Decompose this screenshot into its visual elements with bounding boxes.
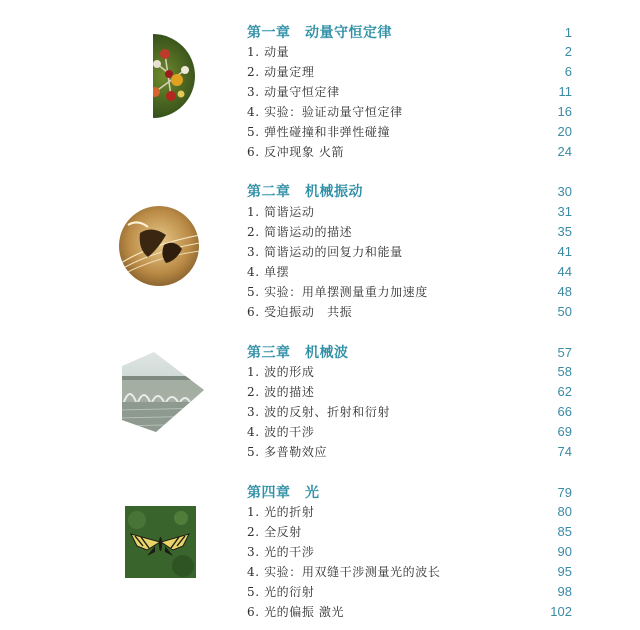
chapter-heading[interactable] bbox=[247, 21, 572, 43]
section-page-number: 80 bbox=[557, 503, 572, 519]
section-title: 5. 实验：用单摆测量重力加速度 bbox=[247, 284, 428, 299]
section-title: 1. 光的折射 bbox=[247, 504, 315, 519]
section-page-number: 6 bbox=[564, 63, 572, 79]
section-page-number: 31 bbox=[557, 203, 572, 219]
toc-row[interactable] bbox=[247, 41, 572, 61]
toc-row[interactable] bbox=[247, 101, 572, 121]
section-page-number: 48 bbox=[557, 283, 572, 299]
chapter-heading[interactable] bbox=[247, 481, 572, 503]
section-page-number: 2 bbox=[564, 43, 572, 59]
section-page-number: 50 bbox=[557, 303, 572, 319]
section-title: 5. 弹性碰撞和非弹性碰撞 bbox=[247, 124, 391, 139]
section-title: 4. 实验：用双缝干涉测量光的波长 bbox=[247, 564, 441, 579]
section-page-number: 11 bbox=[558, 83, 572, 99]
molecule-model-image bbox=[125, 34, 195, 118]
chapter-page-number: 79 bbox=[557, 484, 572, 500]
toc-row[interactable] bbox=[247, 201, 572, 221]
toc-row[interactable] bbox=[247, 301, 572, 321]
section-page-number: 35 bbox=[557, 223, 572, 239]
section-page-number: 98 bbox=[557, 583, 572, 599]
toc-row[interactable] bbox=[247, 401, 572, 421]
toc-row[interactable] bbox=[247, 561, 572, 581]
section-page-number: 62 bbox=[557, 383, 572, 399]
section-page-number: 95 bbox=[557, 563, 572, 579]
chapter-title: 第二章 机械振动 bbox=[247, 184, 363, 200]
toc-row[interactable] bbox=[247, 541, 572, 561]
section-page-number: 41 bbox=[557, 243, 572, 259]
chapter-title: 第三章 机械波 bbox=[247, 345, 349, 361]
section-title: 1. 动量 bbox=[247, 44, 290, 59]
section-title: 6. 反冲现象 火箭 bbox=[247, 144, 345, 159]
bridge-arches-image bbox=[120, 350, 206, 434]
toc-row[interactable] bbox=[247, 421, 572, 441]
toc-row[interactable] bbox=[247, 121, 572, 141]
section-title: 1. 波的形成 bbox=[247, 364, 315, 379]
section-title: 4. 实验：验证动量守恒定律 bbox=[247, 104, 403, 119]
vibrating-strings-image bbox=[118, 205, 200, 287]
section-page-number: 58 bbox=[557, 363, 572, 379]
chapter-title: 第一章 动量守恒定律 bbox=[247, 25, 392, 41]
section-page-number: 74 bbox=[557, 443, 572, 459]
section-title: 2. 简谐运动的描述 bbox=[247, 224, 353, 239]
section-page-number: 85 bbox=[557, 523, 572, 539]
section-page-number: 20 bbox=[557, 123, 572, 139]
section-title: 6. 受迫振动 共振 bbox=[247, 304, 353, 319]
chapter-heading[interactable] bbox=[247, 180, 572, 202]
section-page-number: 24 bbox=[557, 143, 572, 159]
section-title: 5. 光的衍射 bbox=[247, 584, 315, 599]
toc-row[interactable] bbox=[247, 241, 572, 261]
section-title: 3. 动量守恒定律 bbox=[247, 84, 340, 99]
section-title: 3. 光的干涉 bbox=[247, 544, 315, 559]
section-title: 3. 波的反射、折射和衍射 bbox=[247, 404, 391, 419]
chapter-heading[interactable] bbox=[247, 341, 572, 363]
toc-row[interactable] bbox=[247, 581, 572, 601]
section-title: 4. 波的干涉 bbox=[247, 424, 315, 439]
toc-row[interactable] bbox=[247, 61, 572, 81]
section-page-number: 16 bbox=[557, 103, 572, 119]
section-title: 4. 单摆 bbox=[247, 264, 290, 279]
chapter-page-number: 57 bbox=[557, 344, 572, 360]
toc-row[interactable] bbox=[247, 521, 572, 541]
section-title: 5. 多普勒效应 bbox=[247, 444, 328, 459]
toc-row[interactable] bbox=[247, 381, 572, 401]
section-title: 2. 全反射 bbox=[247, 524, 302, 539]
toc-row[interactable] bbox=[247, 81, 572, 101]
section-page-number: 102 bbox=[550, 603, 572, 619]
section-title: 1. 简谐运动 bbox=[247, 204, 315, 219]
toc-row[interactable] bbox=[247, 261, 572, 281]
section-title: 6. 光的偏振 激光 bbox=[247, 604, 345, 619]
chapter-title: 第四章 光 bbox=[247, 485, 320, 501]
chapter-page-number: 30 bbox=[557, 183, 572, 199]
toc-row[interactable] bbox=[247, 501, 572, 521]
toc-row[interactable] bbox=[247, 601, 572, 621]
section-title: 3. 简谐运动的回复力和能量 bbox=[247, 244, 403, 259]
toc-row[interactable] bbox=[247, 281, 572, 301]
section-page-number: 90 bbox=[557, 543, 572, 559]
section-page-number: 66 bbox=[557, 403, 572, 419]
section-page-number: 44 bbox=[557, 263, 572, 279]
section-title: 2. 波的描述 bbox=[247, 384, 315, 399]
toc-row[interactable] bbox=[247, 441, 572, 461]
toc-row[interactable] bbox=[247, 361, 572, 381]
toc-row[interactable] bbox=[247, 141, 572, 161]
butterfly-image bbox=[125, 506, 196, 578]
section-page-number: 69 bbox=[557, 423, 572, 439]
chapter-page-number: 1 bbox=[564, 24, 572, 40]
toc-row[interactable] bbox=[247, 221, 572, 241]
section-title: 2. 动量定理 bbox=[247, 64, 315, 79]
